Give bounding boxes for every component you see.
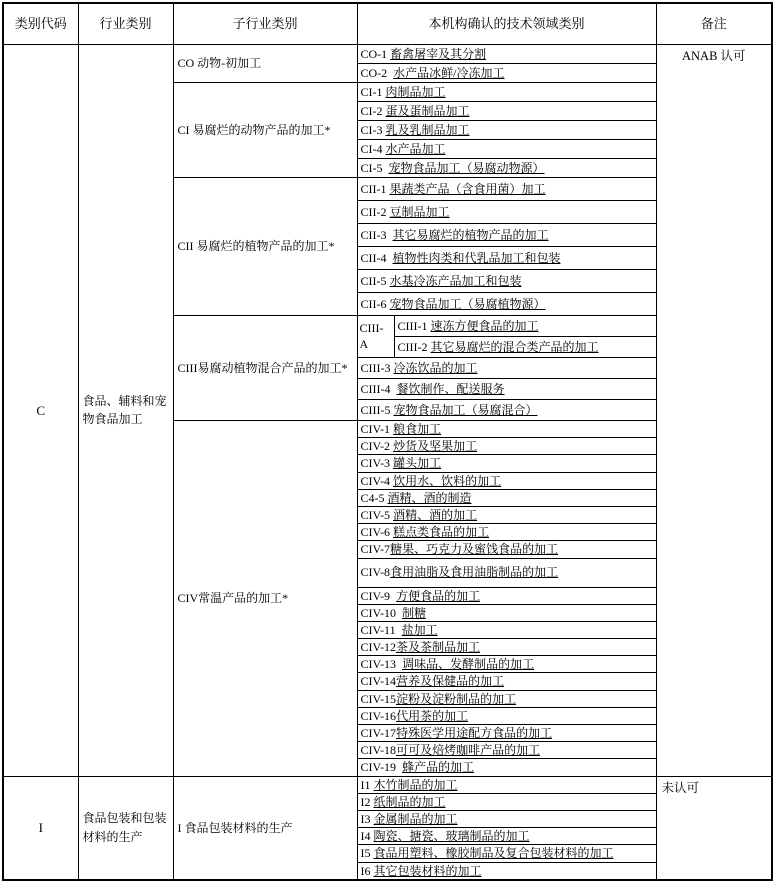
tech-item-code: CIV-7 xyxy=(360,542,391,557)
tech-item-code: CIV-3 xyxy=(360,456,394,471)
tech-item-cell xyxy=(357,621,656,638)
tech-item-desc: 盐加工 xyxy=(401,622,438,637)
tech-item-desc: 代用茶的加工 xyxy=(396,708,469,723)
tech-item-desc: 宠物食品加工（易腐动物源） xyxy=(388,160,545,175)
tech-item-cell xyxy=(357,862,656,880)
tech-item-desc: 冷冻饮品的加工 xyxy=(393,360,478,375)
tech-item-code: CIV-13 xyxy=(360,657,403,672)
tech-item-cell xyxy=(357,604,656,621)
tech-item-desc: 酒精、酒的加工 xyxy=(393,507,478,522)
tech-item-desc: 淀粉及淀粉制品的加工 xyxy=(396,691,517,706)
tech-item-code: CIV-12 xyxy=(360,640,397,655)
tech-item-cell xyxy=(357,270,656,293)
tech-item-cell xyxy=(357,776,656,793)
tech-item-desc: 宠物食品加工（易腐植物源） xyxy=(389,296,546,311)
tech-item-code: CII-2 xyxy=(360,204,390,219)
tech-item-cell xyxy=(357,489,656,506)
tech-item-code: CIV-15 xyxy=(360,691,397,706)
tech-item-code: CIV-9 xyxy=(360,588,397,603)
tech-item-desc: 其它易腐烂的植物产品的加工 xyxy=(392,227,549,242)
tech-item-cell xyxy=(357,438,656,455)
tech-item-code: CIV-2 xyxy=(360,439,394,454)
tech-item-code: CO-2 xyxy=(360,65,394,80)
tech-item-cell xyxy=(394,337,656,358)
tech-item-code: CI-3 xyxy=(360,122,386,137)
tech-item-desc: 调味品、发酵制品的加工 xyxy=(402,657,535,672)
tech-item-cell xyxy=(357,102,656,121)
tech-item-desc: 其它易腐烂的混合类产品的加工 xyxy=(430,339,599,354)
tech-item-cell xyxy=(357,810,656,827)
tech-item-code: CIV-4 xyxy=(360,473,394,488)
subindustry-cell: I 食品包装材料的生产 xyxy=(173,776,357,880)
tech-item-desc: 宠物食品加工（易腐混合） xyxy=(393,402,538,417)
section-code-cell: C xyxy=(3,45,78,777)
tech-item-code: CIV-1 xyxy=(360,422,394,436)
tech-item-cell xyxy=(357,759,656,776)
tech-item-desc: 特殊医学用途配方食品的加工 xyxy=(396,726,553,740)
tech-item-code: CIV-18 xyxy=(360,743,397,758)
tech-item-desc: 酒精、酒的制造 xyxy=(387,490,472,505)
category-table xyxy=(2,2,773,881)
tech-item-cell xyxy=(357,828,656,845)
table-body xyxy=(3,45,772,880)
tech-item-code: I5 xyxy=(360,846,374,861)
tech-item-cell xyxy=(357,178,656,201)
tech-item-desc: 餐饮制作、配送服务 xyxy=(396,381,505,396)
tech-item-desc: 食品用塑料、橡胶制品及复合包装材料的加工 xyxy=(373,846,614,861)
col-header-tech-field: 本机构确认的技术领域类别 xyxy=(357,3,656,45)
tech-item-desc: 茶及茶制品加工 xyxy=(396,640,481,655)
tech-item-code: CIII-5 xyxy=(360,402,394,417)
tech-item-cell xyxy=(357,83,656,102)
tech-item-desc: 陶瓷、搪瓷、玻璃制品的加工 xyxy=(373,829,530,844)
tech-item-cell xyxy=(357,455,656,472)
tech-item-cell xyxy=(357,742,656,759)
tech-item-code: CIV-5 xyxy=(360,507,394,522)
col-header-remark: 备注 xyxy=(656,3,772,45)
table-row xyxy=(3,776,772,793)
tech-item-code: CII-6 xyxy=(360,296,390,311)
tech-item-code: CIII-2 xyxy=(397,339,431,354)
tech-item-code: CI-1 xyxy=(360,84,386,99)
tech-item-code: CIII-3 xyxy=(360,360,394,375)
tech-item-code: CIV-19 xyxy=(360,760,403,775)
tech-item-code: CI-2 xyxy=(360,103,386,118)
remark-cell: ANAB 认可 xyxy=(656,45,772,777)
tech-item-desc: 蛋及蛋制品加工 xyxy=(385,103,470,118)
tech-item-desc: 豆制品加工 xyxy=(389,204,450,219)
col-header-industry: 行业类别 xyxy=(78,3,173,45)
subindustry-cell: CII 易腐烂的植物产品的加工* xyxy=(173,178,357,316)
tech-item-desc: 乳及乳制品加工 xyxy=(385,122,470,137)
table-header xyxy=(3,3,772,45)
tech-item-desc: 罐头加工 xyxy=(393,456,442,471)
table-row xyxy=(3,45,772,64)
subindustry-cell: CIV常温产品的加工* xyxy=(173,421,357,777)
tech-item-desc: 木竹制品的加工 xyxy=(373,777,458,792)
subindustry-cell: CO 动物-初加工 xyxy=(173,45,357,83)
col-header-category-code: 类别代码 xyxy=(3,3,78,45)
tech-item-desc: 果蔬类产品（含食用菌）加工 xyxy=(389,181,546,196)
tech-item-desc: 纸制品的加工 xyxy=(373,794,446,809)
tech-item-desc: 食用油脂及食用油脂制品的加工 xyxy=(390,565,559,580)
tech-item-code: CIV-16 xyxy=(360,708,397,723)
tech-group-code-cell: CIII-A xyxy=(357,316,394,358)
tech-item-code: CIV-17 xyxy=(360,726,397,740)
tech-item-cell xyxy=(357,421,656,438)
tech-item-cell xyxy=(357,293,656,316)
tech-item-cell xyxy=(357,224,656,247)
tech-item-cell xyxy=(357,656,656,673)
tech-item-desc: 蜂产品的加工 xyxy=(402,760,475,775)
tech-item-cell xyxy=(357,558,656,587)
subindustry-cell: CIII易腐动植物混合产品的加工* xyxy=(173,316,357,421)
tech-item-cell xyxy=(357,358,656,379)
tech-item-cell xyxy=(357,793,656,810)
tech-item-cell xyxy=(357,379,656,400)
tech-item-desc: 饮用水、饮料的加工 xyxy=(393,473,502,488)
tech-item-code: CII-4 xyxy=(360,250,393,265)
tech-item-cell xyxy=(357,472,656,489)
tech-item-desc: 其它包装材料的加工 xyxy=(373,863,482,878)
tech-item-cell xyxy=(357,45,656,64)
tech-item-code: CIV-8 xyxy=(360,565,391,580)
tech-item-code: CIII-1 xyxy=(397,318,431,333)
tech-item-desc: 水基冷冻产品加工和包装 xyxy=(389,273,522,288)
tech-item-cell xyxy=(357,587,656,604)
tech-item-desc: 营养及保健品的加工 xyxy=(396,674,505,689)
tech-item-code: CO-1 xyxy=(360,46,391,61)
tech-item-desc: 金属制品的加工 xyxy=(373,811,458,826)
tech-item-code: I3 xyxy=(360,811,374,826)
tech-item-desc: 方便食品的加工 xyxy=(396,588,481,603)
tech-item-cell xyxy=(357,690,656,707)
tech-item-code: CIV-14 xyxy=(360,674,397,689)
tech-item-cell xyxy=(394,316,656,337)
tech-item-desc: 畜禽屠宰及其分割 xyxy=(390,46,487,61)
tech-item-code: C4-5 xyxy=(360,490,388,505)
tech-item-desc: 水产品冰鲜/冷冻加工 xyxy=(393,65,505,80)
tech-item-cell xyxy=(357,524,656,541)
tech-item-cell xyxy=(357,247,656,270)
tech-item-cell xyxy=(357,673,656,690)
tech-item-cell xyxy=(357,201,656,224)
tech-item-cell xyxy=(357,725,656,742)
tech-item-cell xyxy=(357,64,656,83)
header-row xyxy=(3,3,772,45)
remark-cell: 未认可 xyxy=(656,776,772,880)
tech-item-cell xyxy=(357,639,656,656)
tech-item-cell xyxy=(357,506,656,523)
tech-item-code: CII-5 xyxy=(360,273,390,288)
tech-item-code: CIV-6 xyxy=(360,525,394,540)
tech-item-desc: 炒货及坚果加工 xyxy=(393,439,478,454)
tech-item-desc: 水产品加工 xyxy=(385,141,446,156)
col-header-subindustry: 子行业类别 xyxy=(173,3,357,45)
tech-item-cell xyxy=(357,400,656,421)
tech-item-code: CI-4 xyxy=(360,141,386,156)
tech-item-code: CII-3 xyxy=(360,227,393,242)
tech-item-desc: 肉制品加工 xyxy=(385,84,446,99)
tech-item-code: CIII-4 xyxy=(360,381,397,396)
tech-item-desc: 可可及焙烤咖啡产品的加工 xyxy=(396,743,541,758)
tech-item-desc: 速冻方便食品的加工 xyxy=(430,318,539,333)
industry-cell: 食品包装和包装材料的生产 xyxy=(78,776,173,880)
tech-item-cell xyxy=(357,159,656,178)
tech-item-code: CIV-10 xyxy=(360,605,403,620)
tech-item-desc: 制糖 xyxy=(402,605,427,620)
tech-item-code: CII-1 xyxy=(360,181,390,196)
tech-item-code: I1 xyxy=(360,777,374,792)
tech-item-code: CI-5 xyxy=(360,160,389,175)
tech-item-cell xyxy=(357,707,656,724)
section-code-cell: I xyxy=(3,776,78,880)
subindustry-cell: CI 易腐烂的动物产品的加工* xyxy=(173,83,357,178)
industry-cell: 食品、辅料和宠物食品加工 xyxy=(78,45,173,777)
tech-item-desc: 植物性肉类和代乳品加工和包装 xyxy=(392,250,561,265)
tech-item-cell xyxy=(357,845,656,862)
tech-item-desc: 粮食加工 xyxy=(393,422,442,436)
tech-item-code: I2 xyxy=(360,794,374,809)
tech-item-cell xyxy=(357,541,656,558)
tech-item-code: I6 xyxy=(360,863,374,878)
tech-item-cell xyxy=(357,140,656,159)
tech-item-desc: 糖果、巧克力及蜜饯食品的加工 xyxy=(390,542,559,557)
tech-item-cell xyxy=(357,121,656,140)
tech-item-desc: 糕点类食品的加工 xyxy=(393,525,490,540)
tech-item-code: CIV-11 xyxy=(360,622,402,637)
tech-item-code: I4 xyxy=(360,829,374,844)
